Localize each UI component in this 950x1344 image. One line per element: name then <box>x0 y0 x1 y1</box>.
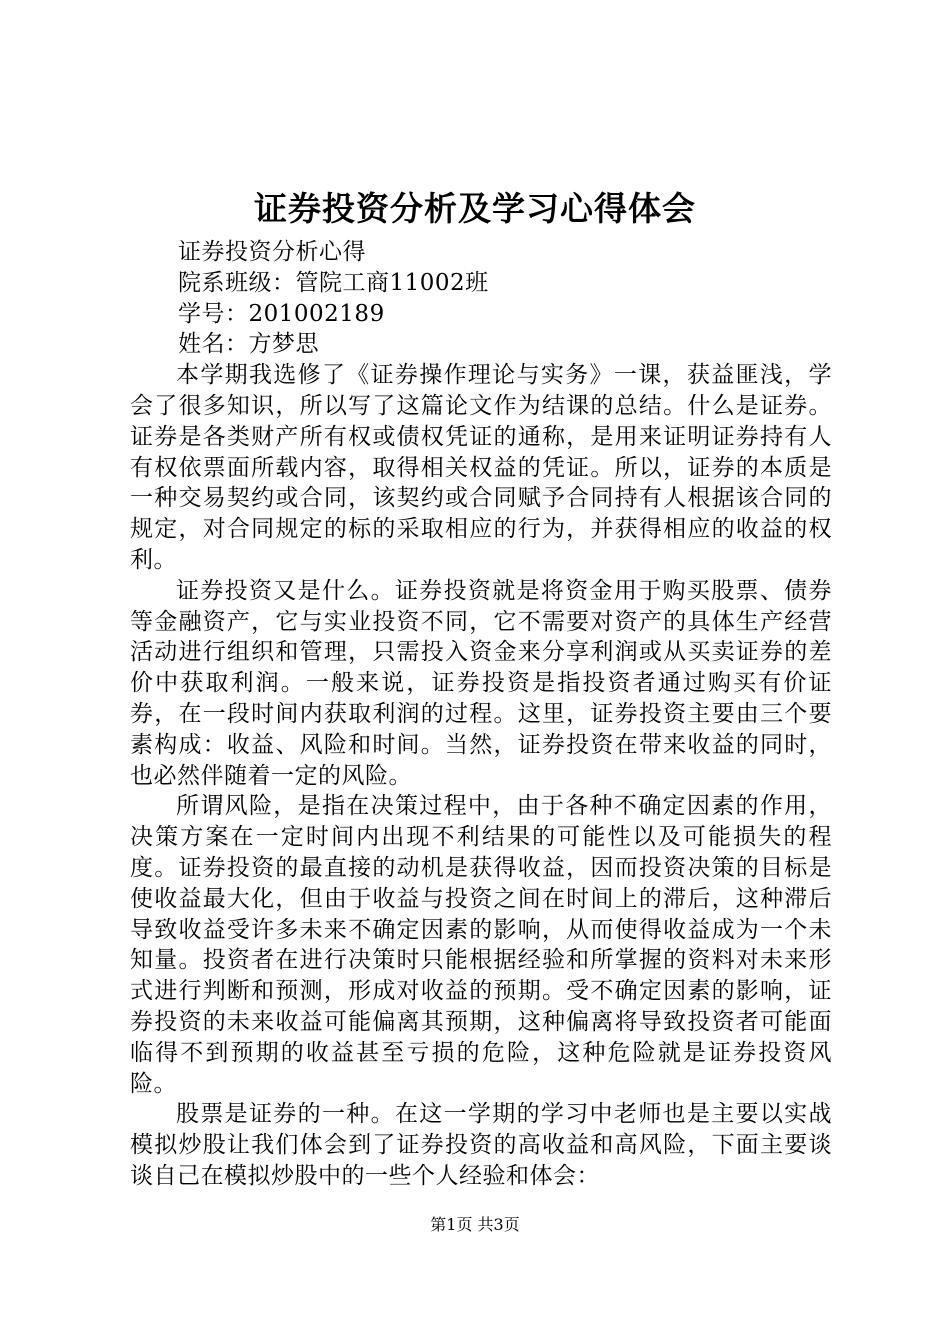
paragraph-4: 股票是证券的一种。在这一学期的学习中老师也是主要以实战模拟炒股让我们体会到了证券投资的高收益和高风险，下面主要谈谈自己在模拟炒股中的一些个人经验和体会： <box>130 1101 832 1189</box>
class-line: 院系班级：管院工商11002班 <box>178 269 489 296</box>
document-title: 证券投资分析及学习心得体会 <box>254 189 696 228</box>
paragraph-2: 证券投资又是什么。证券投资就是将资金用于购买股票、债券等金融资产，它与实业投资不同，它不需要对资产的具体生产经营活动进行组织和管理，只需投入资金来分享利润或从买卖证券的差价中获取利润。一般来说，证券投资是指投资者通过购买有价证券，在一段时间内获取利润的过程。这里，证券投资主要由三个要素构成：收益、风险和时间。当然，证券投资在带来收益的同时，也必然伴随着一定的风险。 <box>130 577 832 789</box>
student-id-line: 学号：201002189 <box>178 300 385 327</box>
page-number-footer: 第1页 共3页 <box>430 1215 520 1234</box>
subtitle-line: 证券投资分析心得 <box>178 239 366 265</box>
paragraph-3: 所谓风险，是指在决策过程中，由于各种不确定因素的作用，决策方案在一定时间内出现不利结果的可能性以及可能损失的程度。证券投资的最直接的动机是获得收益，因而投资决策的目标是使收益最大化，但由于收益与投资之间在时间上的滞后，这种滞后导致收益受许多未来不确定因素的影响，从而使得收益成为一个未知量。投资者在进行决策时只能根据经验和所掌握的资料对未来形式进行判断和预测，形成对收益的预期。受不确定因素的影响，证券投资的未来收益可能偏离其预期，这种偏离将导致投资者可能面临得不到预期的收益甚至亏损的危险，这种危险就是证券投资风险。 <box>130 793 832 1097</box>
name-line: 姓名：方梦思 <box>178 331 319 358</box>
paragraph-1: 本学期我选修了《证券操作理论与实务》一课，获益匪浅，学会了很多知识，所以写了这篇论文作为结课的总结。什么是证券。证券是各类财产所有权或债权凭证的通称，是用来证明证券持有人有权依票面所载内容，取得相关权益的凭证。所以，证券的本质是一种交易契约或合同，该契约或合同赋予合同持有人根据该合同的规定，对合同规定的标的采取相应的行为，并获得相应的收益的权利。 <box>130 362 832 573</box>
document-body <box>130 237 832 1192</box>
